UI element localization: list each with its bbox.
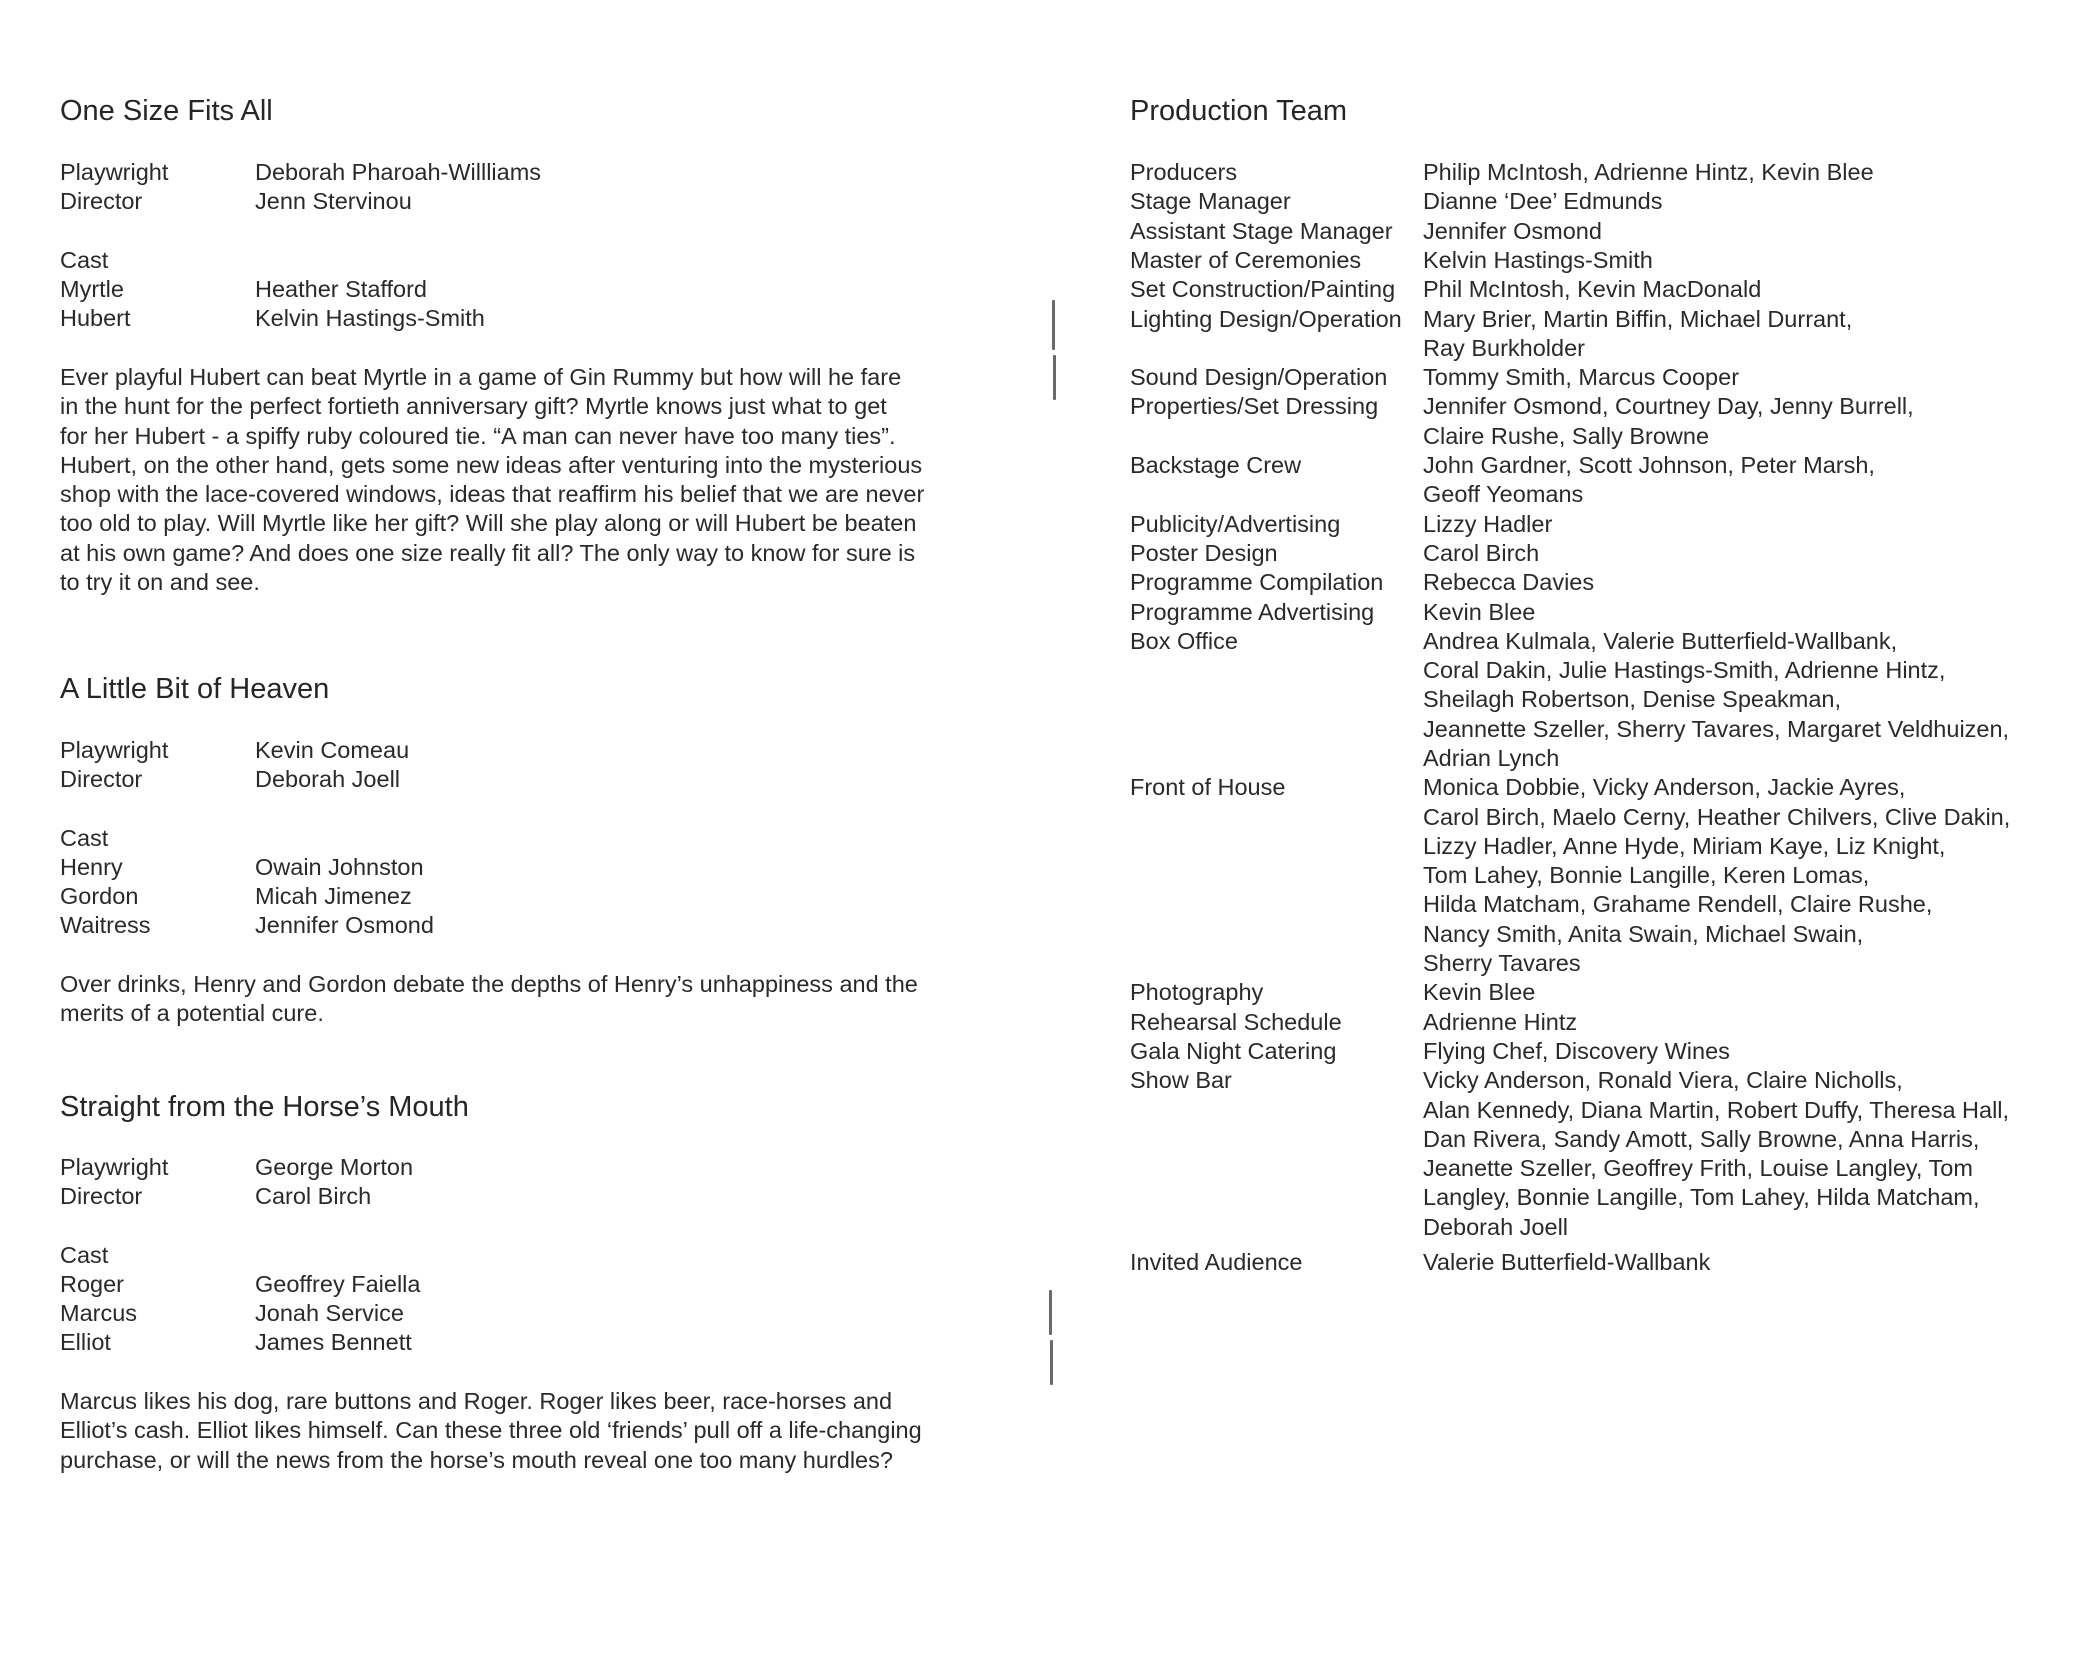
- staple-mark: [1052, 300, 1055, 350]
- team-name-line: Claire Rushe, Sally Browne: [1423, 422, 1710, 449]
- team-role: Programme Compilation: [1130, 569, 1384, 596]
- team-name-line: Lizzy Hadler: [1423, 510, 1553, 537]
- team-names: [1423, 363, 1739, 392]
- credit-name: Carol Birch: [255, 1183, 372, 1209]
- play-title: Straight from the Horse’s Mouth: [60, 1091, 469, 1123]
- play-title: A Little Bit of Heaven: [60, 673, 330, 705]
- team-names: [1423, 1066, 2009, 1242]
- credit-role: Director: [60, 188, 143, 214]
- team-role: Master of Ceremonies: [1130, 246, 1362, 273]
- synopsis-line: in the hunt for the perfect fortieth anniversary gift? Myrtle knows just what to get: [60, 393, 887, 420]
- synopsis-line: too old to play. Will Myrtle like her gift? Will she play along or will Hubert be beaten: [60, 510, 917, 537]
- cast-role: Hubert: [60, 305, 131, 331]
- team-name-line: Jennifer Osmond, Courtney Day, Jenny Burrell,: [1423, 393, 1914, 420]
- team-name-line: Alan Kennedy, Diana Martin, Robert Duffy, Theresa Hall,: [1423, 1096, 2010, 1123]
- team-role: Producers: [1130, 159, 1238, 185]
- credit-role: Playwright: [60, 1154, 169, 1180]
- team-role: Box Office: [1130, 627, 1238, 654]
- team-names: [1423, 510, 1552, 539]
- cast-name: Geoffrey Faiella: [255, 1271, 421, 1297]
- cast-role: Waitress: [60, 912, 151, 938]
- team-name-line: Adrian Lynch: [1423, 744, 1560, 771]
- team-name-line: Mary Brier, Martin Biffin, Michael Durrant,: [1423, 305, 1853, 332]
- cast-role: Roger: [60, 1271, 125, 1297]
- cast-name: Owain Johnston: [255, 854, 424, 880]
- team-role: Set Construction/Painting: [1130, 276, 1396, 303]
- team-role: Show Bar: [1130, 1067, 1232, 1094]
- team-name-line: Kelvin Hastings-Smith: [1423, 246, 1653, 273]
- team-role: Sound Design/Operation: [1130, 364, 1388, 391]
- cast-label: Cast: [60, 825, 109, 851]
- synopsis-line: Over drinks, Henry and Gordon debate the depths of Henry’s unhappiness and the: [60, 971, 918, 997]
- synopsis-line: Elliot’s cash. Elliot likes himself. Can these three old ‘friends’ pull off a life-changing: [60, 1417, 922, 1444]
- cast-role: Myrtle: [60, 276, 124, 302]
- team-names: [1423, 1248, 1710, 1277]
- team-role: Invited Audience: [1130, 1249, 1303, 1276]
- cast-role: Marcus: [60, 1300, 138, 1326]
- cast-name: Heather Stafford: [255, 276, 428, 302]
- team-names: [1423, 627, 2009, 773]
- team-name-line: Jeanette Szeller, Geoffrey Frith, Louise Langley, Tom: [1423, 1155, 1973, 1182]
- team-name-line: Philip McIntosh, Adrienne Hintz, Kevin Blee: [1423, 159, 1874, 185]
- play-title: One Size Fits All: [60, 95, 273, 127]
- cast-name: Kelvin Hastings-Smith: [255, 305, 485, 331]
- team-name-line: Ray Burkholder: [1423, 334, 1585, 361]
- credit-role: Playwright: [60, 737, 169, 763]
- team-role: Backstage Crew: [1130, 452, 1302, 478]
- team-name-line: Deborah Joell: [1423, 1213, 1569, 1240]
- team-role: Poster Design: [1130, 539, 1278, 566]
- team-name-line: Flying Chef, Discovery Wines: [1423, 1038, 1730, 1064]
- team-names: [1423, 187, 1663, 216]
- cast-label: Cast: [60, 1242, 109, 1268]
- team-names: [1423, 217, 1602, 246]
- team-role: Publicity/Advertising: [1130, 510, 1341, 537]
- team-role: Stage Manager: [1130, 188, 1291, 215]
- team-names: [1423, 773, 2010, 978]
- team-role: Assistant Stage Manager: [1130, 217, 1393, 244]
- team-name-line: Carol Birch, Maelo Cerny, Heather Chilvers, Clive Dakin,: [1423, 803, 2011, 830]
- credit-name: Jenn Stervinou: [255, 188, 412, 214]
- cast-label: Cast: [60, 247, 109, 273]
- team-name-line: Lizzy Hadler, Anne Hyde, Miriam Kaye, Liz Knight,: [1423, 832, 1946, 859]
- team-names: [1423, 275, 1761, 304]
- cast-name: Jennifer Osmond: [255, 912, 434, 938]
- team-name-line: Andrea Kulmala, Valerie Butterfield-Wallbank,: [1423, 627, 1898, 654]
- synopsis-line: for her Hubert - a spiffy ruby coloured tie. “A man can never have too many ties”.: [60, 422, 896, 449]
- cast-role: Gordon: [60, 883, 139, 909]
- synopsis-line: Marcus likes his dog, rare buttons and Roger. Roger likes beer, race-horses and: [60, 1388, 893, 1414]
- cast-role: Henry: [60, 854, 123, 880]
- team-role: Front of House: [1130, 774, 1286, 801]
- team-name-line: Kevin Blee: [1423, 598, 1536, 625]
- team-name-line: Sheilagh Robertson, Denise Speakman,: [1423, 686, 1842, 713]
- team-name-line: Tommy Smith, Marcus Cooper: [1423, 364, 1740, 391]
- synopsis-line: merits of a potential cure.: [60, 1000, 324, 1027]
- credit-name: Kevin Comeau: [255, 737, 410, 763]
- team-names: [1423, 539, 1539, 568]
- team-name-line: Coral Dakin, Julie Hastings-Smith, Adrienne Hintz,: [1423, 657, 1946, 684]
- synopsis-line: Ever playful Hubert can beat Myrtle in a game of Gin Rummy but how will he fare: [60, 364, 902, 390]
- team-name-line: Dianne ‘Dee’ Edmunds: [1423, 188, 1663, 215]
- team-name-line: Carol Birch: [1423, 539, 1540, 566]
- team-name-line: Nancy Smith, Anita Swain, Michael Swain,: [1423, 920, 1864, 947]
- team-names: [1423, 451, 1875, 510]
- team-name-line: Jennifer Osmond: [1423, 217, 1602, 244]
- team-name-line: Hilda Matcham, Grahame Rendell, Claire Rushe,: [1423, 891, 1933, 918]
- team-role: Rehearsal Schedule: [1130, 1008, 1342, 1035]
- credit-role: Director: [60, 1183, 143, 1209]
- team-role: Programme Advertising: [1130, 598, 1375, 625]
- team-name-line: Jeannette Szeller, Sherry Tavares, Margaret Veldhuizen,: [1423, 715, 2010, 742]
- team-names: [1423, 246, 1653, 275]
- staple-mark: [1053, 355, 1056, 400]
- play-synopsis: [60, 363, 940, 597]
- synopsis-line: to try it on and see.: [60, 569, 260, 596]
- staple-mark: [1049, 1290, 1052, 1335]
- production-team-title: Production Team: [1130, 95, 1348, 127]
- team-names: [1423, 598, 1535, 627]
- team-names: [1423, 978, 1535, 1007]
- cast-name: James Bennett: [255, 1329, 412, 1355]
- team-role: Lighting Design/Operation: [1130, 305, 1402, 332]
- team-names: [1423, 392, 1914, 451]
- credit-name: Deborah Pharoah-Willliams: [255, 159, 542, 185]
- cast-name: Micah Jimenez: [255, 883, 412, 909]
- cast-name: Jonah Service: [255, 1300, 404, 1326]
- team-name-line: Phil McIntosh, Kevin MacDonald: [1423, 276, 1762, 303]
- team-name-line: Tom Lahey, Bonnie Langille, Keren Lomas,: [1423, 862, 1870, 889]
- team-name-line: Vicky Anderson, Ronald Viera, Claire Nicholls,: [1423, 1067, 1903, 1094]
- team-role: Properties/Set Dressing: [1130, 393, 1379, 420]
- team-names: [1423, 305, 1852, 364]
- credit-name: Deborah Joell: [255, 766, 401, 792]
- team-name-line: Rebecca Davies: [1423, 569, 1595, 596]
- team-name-line: Sherry Tavares: [1423, 950, 1581, 977]
- synopsis-line: shop with the lace-covered windows, ideas that reaffirm his belief that we are never: [60, 481, 925, 508]
- team-names: [1423, 158, 1874, 187]
- team-name-line: Kevin Blee: [1423, 979, 1536, 1006]
- credit-name: George Morton: [255, 1154, 414, 1180]
- team-role: Photography: [1130, 979, 1264, 1006]
- team-name-line: Dan Rivera, Sandy Amott, Sally Browne, Anna Harris,: [1423, 1125, 1980, 1152]
- team-name-line: Valerie Butterfield-Wallbank: [1423, 1249, 1711, 1276]
- synopsis-line: at his own game? And does one size really fit all? The only way to know for sure is: [60, 539, 916, 566]
- staple-mark: [1050, 1340, 1053, 1385]
- synopsis-line: purchase, or will the news from the horse’s mouth reveal one too many hurdles?: [60, 1446, 893, 1473]
- team-name-line: John Gardner, Scott Johnson, Peter Marsh,: [1423, 452, 1875, 478]
- credit-role: Playwright: [60, 159, 169, 185]
- team-name-line: Langley, Bonnie Langille, Tom Lahey, Hilda Matcham,: [1423, 1184, 1980, 1211]
- play-synopsis: [60, 1387, 940, 1475]
- cast-role: Elliot: [60, 1329, 111, 1355]
- synopsis-line: Hubert, on the other hand, gets some new ideas after venturing into the mysterious: [60, 451, 923, 478]
- team-names: [1423, 568, 1594, 597]
- team-names: [1423, 1037, 1730, 1066]
- play-synopsis: [60, 970, 940, 1029]
- team-name-line: Adrienne Hintz: [1423, 1008, 1578, 1035]
- team-names: [1423, 1008, 1577, 1037]
- credit-role: Director: [60, 766, 143, 792]
- team-role: Gala Night Catering: [1130, 1038, 1337, 1064]
- team-name-line: Monica Dobbie, Vicky Anderson, Jackie Ayres,: [1423, 774, 1906, 801]
- team-name-line: Geoff Yeomans: [1423, 481, 1584, 508]
